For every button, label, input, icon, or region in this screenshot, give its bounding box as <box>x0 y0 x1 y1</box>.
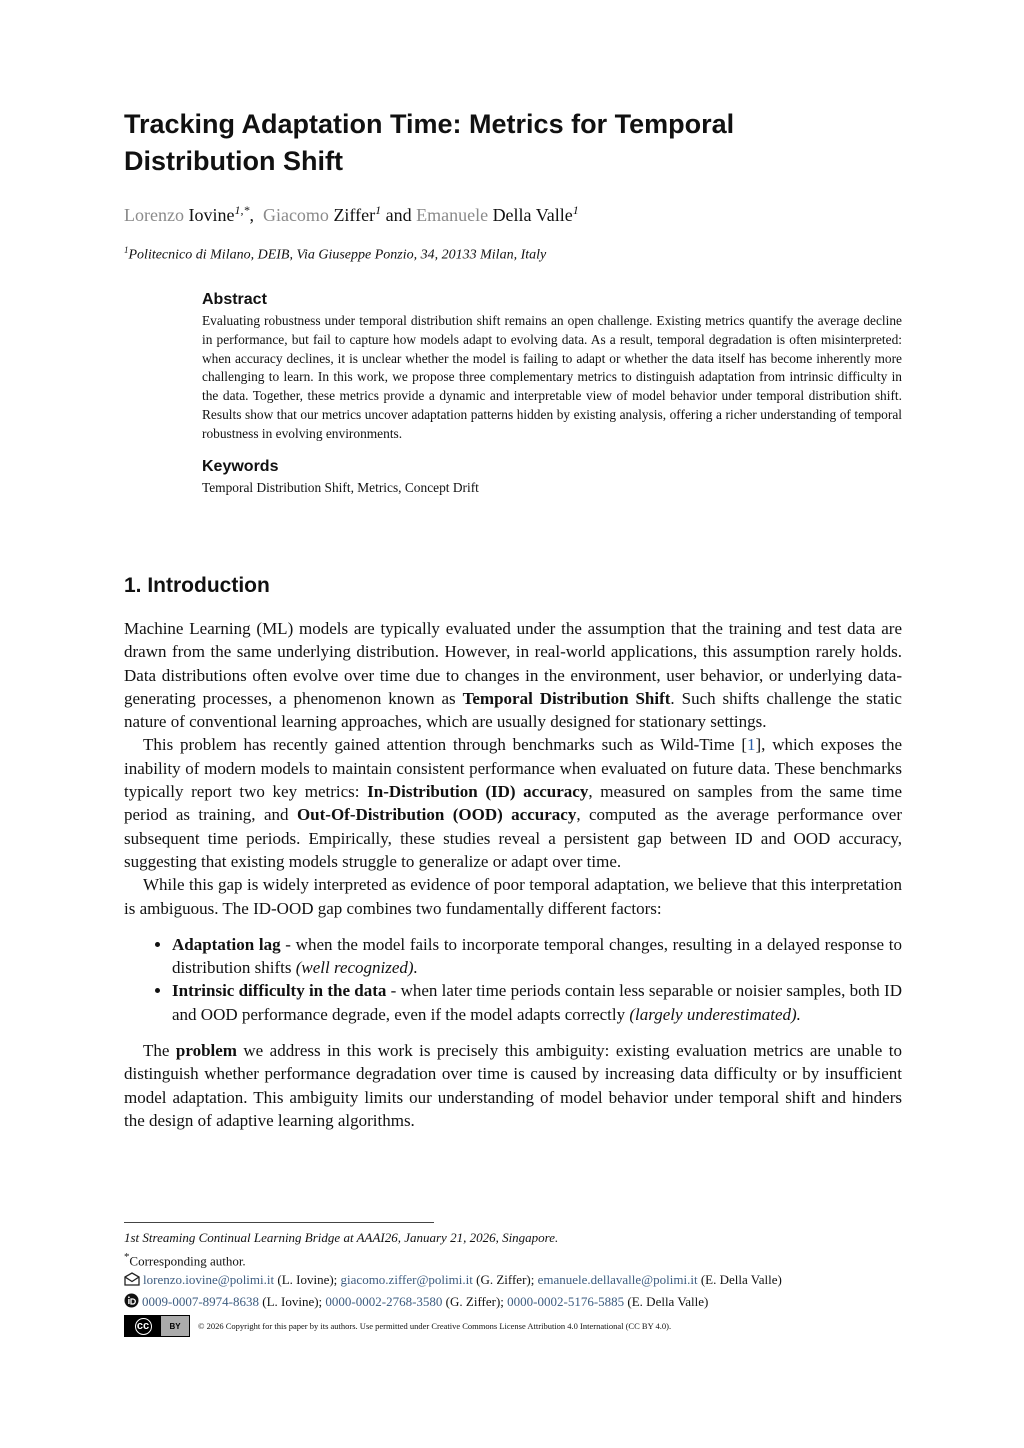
license-row <box>124 1315 902 1337</box>
email-line: lorenzo.iovine@polimi.it (L. Iovine); giacomo.ziffer@polimi.it (G. Ziffer); emanuele.dellavalle@polimi.it (E. Della Valle) <box>124 1270 902 1292</box>
abstract-block <box>202 290 902 497</box>
venue-note: 1st Streaming Continual Learning Bridge at AAAI26, January 21, 2026, Singapore. <box>124 1230 559 1245</box>
cc-by-license-icon[interactable]: cc BY <box>124 1315 190 1337</box>
license-text: © 2026 Copyright for this paper by its authors. Use permitted under Creative Commons License Attribution 4.0 International (CC BY 4.0). <box>198 1321 672 1332</box>
author-3: Emanuele Della Valle$^1$ <box>416 203 579 225</box>
introduction-body <box>124 617 902 1132</box>
footnote-divider <box>124 1222 434 1223</box>
abstract-text: Evaluating robustness under temporal distribution shift remains an open challenge. Existing metrics quantify the average decline in performance, but fail to capture how models adapt to evolving data. As a result, temporal degradation is often misinterpreted: when accuracy declines, it is unclear whether the model is failing to adapt or whether the data itself has become inherently more challenging to learn. In this work, we propose three complementary metrics to distinguish adaptation from intrinsic difficulty in the data. Together, these metrics provide a dynamic and interpretable view of model behavior under temporal distribution shift. Results show that our metrics uncover adaptation patterns hidden by existing analysis, offering a richer understanding of temporal robustness in evolving environments. <box>202 313 902 441</box>
paragraph: While this gap is widely interpreted as evidence of poor temporal adaptation, we believe that this interpretation is ambiguous. The ID-OOD gap combines two fundamentally different factors: <box>124 875 902 918</box>
keywords-heading: Keywords <box>202 457 279 475</box>
author-2: Giacomo Ziffer$^1$ <box>262 203 382 225</box>
corresponding-note: *Corresponding author. <box>124 1250 246 1268</box>
list-item: • Adaptation lag - when the model fails to incorporate temporal changes, resulting in a delayed response to distribution shifts (well recognized). <box>172 933 902 980</box>
abstract-heading: Abstract <box>202 291 267 308</box>
email-link-iovine[interactable]: lorenzo.iovine@polimi.it <box>143 1272 275 1288</box>
paragraph: This problem has recently gained attention through benchmarks such as Wild-Time [1], which exposes the inability of modern models to maintain consistent performance when evaluated on future data. These benchmarks typically report two key metrics: In-Distribution (ID) accuracy, measured on samples from the same time period as training, and Out-Of-Distribution (OOD) accuracy, computed as the average performance over subsequent time periods. Empirically, these studies reveal a persistent gap between ID and OOD accuracy, suggesting that existing models struggle to generalize or adapt over time. <box>124 735 903 871</box>
footnotes <box>124 1222 902 1337</box>
paragraph: The problem we address in this work is precisely this ambiguity: existing evaluation metrics are unable to distinguish whether performance degradation over time is caused by increasing data difficulty or by insufficient model adaptation. This ambiguity limits our understanding of model behavior under temporal shift and hinders the design of adaptive learning algorithms. <box>124 1041 902 1130</box>
citation-link[interactable]: 1 <box>747 735 756 755</box>
orcid-link-iovine[interactable]: 0009-0007-8974-8638 <box>142 1293 259 1309</box>
bullet-list <box>124 933 902 1026</box>
email-link-dellavalle[interactable]: emanuele.dellavalle@polimi.it <box>537 1272 698 1288</box>
email-link-ziffer[interactable]: giacomo.ziffer@polimi.it <box>340 1272 473 1288</box>
orcid-link-dellavalle[interactable]: 0000-0002-5176-5885 <box>507 1293 625 1309</box>
orcid-link-ziffer[interactable]: 0000-0002-2768-3580 <box>325 1293 443 1309</box>
orcid-icon <box>124 1293 139 1314</box>
paragraph: Machine Learning (ML) models are typically evaluated under the assumption that the training and test data are drawn from the same underlying distribution. However, in real-world applications, this assumption rarely holds. Data distributions often evolve over time due to changes in the environment, user behavior, or underlying data-generating processes, a phenomenon known as Temporal Distribution Shift. Such shifts challenge the static nature of conventional learning approaches, which are usually designed for stationary settings. <box>124 619 902 732</box>
author-1: Lorenzo Iovine$^{1,*}$ <box>124 203 250 225</box>
paper-title: Tracking Adaptation Time: Metrics for Temporal Distribution Shift <box>124 109 735 176</box>
envelope-icon <box>124 1272 140 1292</box>
list-item: • Intrinsic difficulty in the data - when later time periods contain less separable or noisier samples, both ID and OOD performance degrade, even if the model adapts correctly (largely underestimated). <box>172 979 902 1026</box>
orcid-line: 0009-0007-8974-8638 (L. Iovine); 0000-0002-2768-3580 (G. Ziffer); 0000-0002-5176-5885 (E. Della Valle) <box>124 1292 902 1314</box>
section-heading-introduction: 1. Introduction <box>124 574 270 597</box>
affiliation: $^1$Politecnico di Milano, DEIB, Via Giuseppe Ponzio, 34, 20133 Milan, Italy <box>124 245 547 263</box>
keywords-text: Temporal Distribution Shift, Metrics, Concept Drift <box>202 479 479 495</box>
author-list: Lorenzo Iovine$^{1,*}$, Giacomo Ziffer$^1$ and Emanuele Della Valle$^1$ <box>124 203 579 225</box>
